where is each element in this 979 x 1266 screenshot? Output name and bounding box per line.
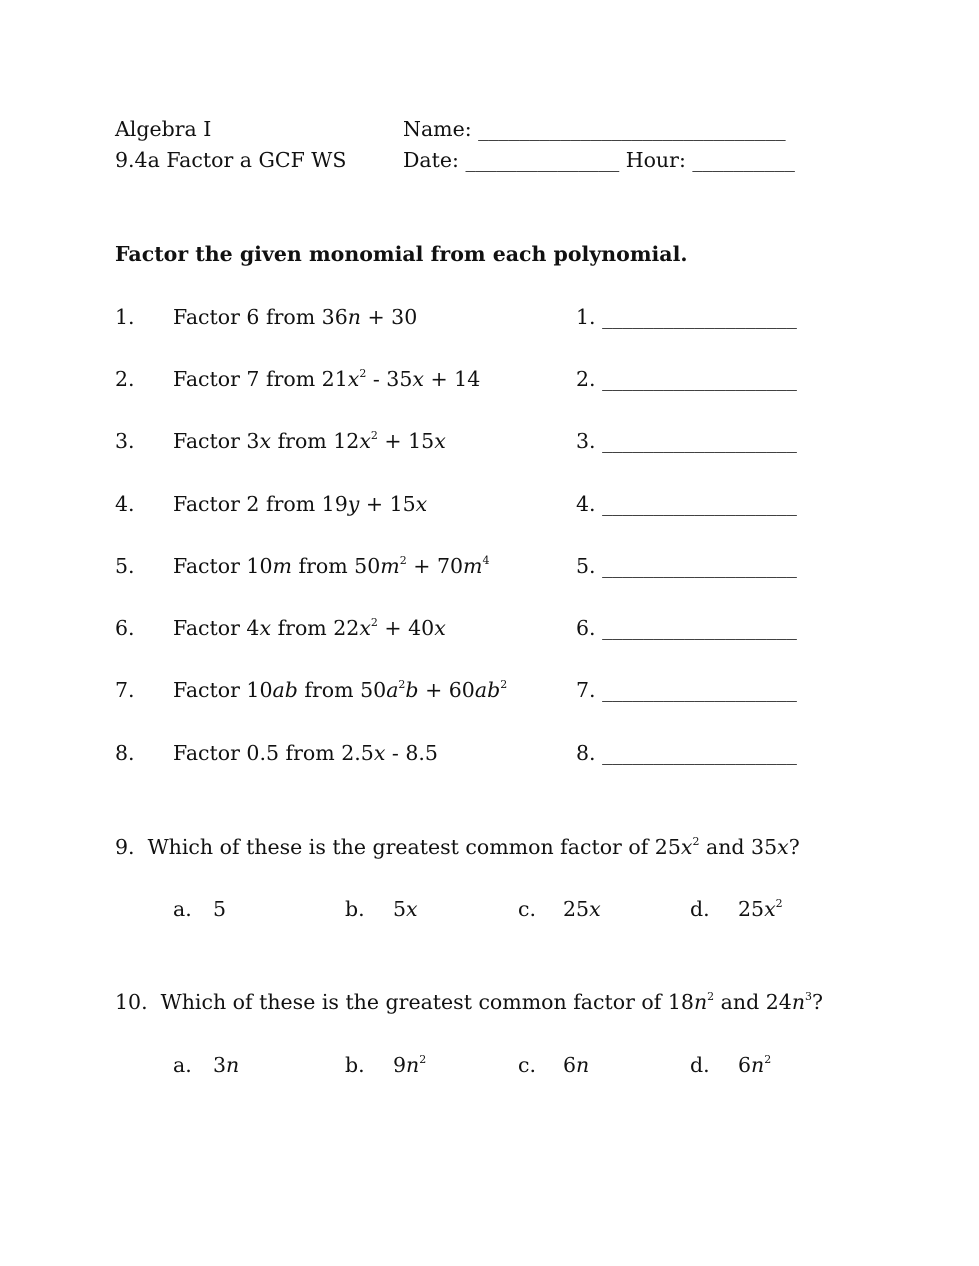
answer-blank[interactable]: 7. ___________________ [576, 678, 797, 702]
answer-blank[interactable]: 5. ___________________ [576, 554, 797, 578]
problem-text: Factor 4x from $22x^2 + 40x$ [173, 616, 446, 640]
problem-text: Factor 7 from $21x^2 - 35x + 14$ [173, 367, 481, 391]
worksheet-title: 9.4a Factor a GCF WS [115, 148, 347, 172]
problem-number: 6. [115, 616, 135, 640]
choice-letter[interactable]: a. [173, 1053, 192, 1077]
choice-text: $25x^2$ [738, 897, 783, 921]
choice-text: 5 [213, 897, 227, 921]
problem-text: Factor 10ab from $50a^2b + 60ab^2$ [173, 678, 508, 702]
choice-letter[interactable]: c. [518, 897, 536, 921]
answer-blank[interactable]: 2. ___________________ [576, 367, 797, 391]
question-text: 10. Which of these is the greatest common factor of $18n^2$ and $24n^3$? [115, 990, 824, 1014]
instructions: Factor the given monomial from each polynomial. [115, 242, 688, 266]
choice-letter[interactable]: c. [518, 1053, 536, 1077]
choice-text: $6n^2$ [738, 1053, 772, 1077]
problem-text: Factor 0.5 from 2.5x - 8.5 [173, 741, 438, 765]
problem-number: 4. [115, 492, 135, 516]
choice-text: 25x [563, 897, 601, 921]
answer-blank[interactable]: 3. ___________________ [576, 429, 797, 453]
answer-blank[interactable]: 6. ___________________ [576, 616, 797, 640]
question-text: 9. Which of these is the greatest common factor of $25x^2$ and 35x? [115, 835, 800, 859]
problem-text: Factor 3x from $12x^2 + 15x$ [173, 429, 446, 453]
choice-letter[interactable]: a. [173, 897, 192, 921]
problem-number: 7. [115, 678, 135, 702]
problem-number: 5. [115, 554, 135, 578]
answer-blank[interactable]: 1. ___________________ [576, 305, 797, 329]
course-title: Algebra I [115, 117, 212, 141]
name-field[interactable]: Name: ______________________________ [403, 117, 786, 141]
problem-number: 1. [115, 305, 135, 329]
choice-text: 3n [213, 1053, 240, 1077]
problem-text: Factor 6 from 36n + 30 [173, 305, 418, 329]
choice-letter[interactable]: b. [345, 1053, 365, 1077]
choice-text: $9n^2$ [393, 1053, 427, 1077]
problem-number: 8. [115, 741, 135, 765]
choice-letter[interactable]: d. [690, 1053, 710, 1077]
problem-text: Factor 2 from 19y + 15x [173, 492, 428, 516]
choice-text: 5x [393, 897, 418, 921]
date-hour-field[interactable]: Date: _______________ Hour: __________ [403, 148, 795, 172]
problem-text: Factor 10m from $50m^2 + 70m^4$ [173, 554, 490, 578]
choice-text: 6n [563, 1053, 590, 1077]
problem-number: 3. [115, 429, 135, 453]
answer-blank[interactable]: 8. ___________________ [576, 741, 797, 765]
problem-number: 2. [115, 367, 135, 391]
choice-letter[interactable]: d. [690, 897, 710, 921]
answer-blank[interactable]: 4. ___________________ [576, 492, 797, 516]
choice-letter[interactable]: b. [345, 897, 365, 921]
